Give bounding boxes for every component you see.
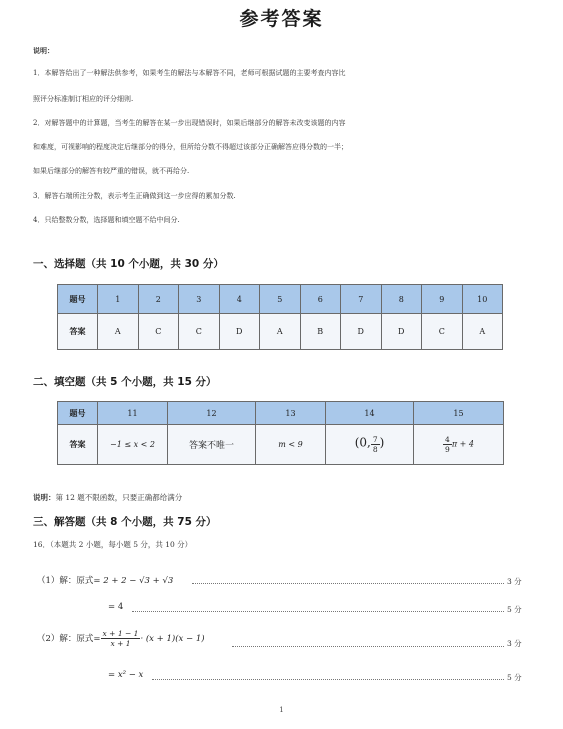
choice-answer-cell: D [341,314,382,350]
choice-number-cell: 5 [260,285,301,314]
fill-answer-label: 答案 [58,425,98,465]
q16-part2-tail: · (x + 1)(x − 1) [140,634,205,644]
fill-answer-12: 答案不唯一 [168,425,256,465]
fill-answer-14 [326,425,414,465]
q16-part2-result: = x² − x [108,670,144,680]
choice-number-cell: 6 [300,285,341,314]
q16-part2-fraction [101,629,141,648]
choice-answer-label: 答案 [58,314,98,350]
q16-part1-result-score: 5 分 [507,605,522,614]
q16-part2-prefix: （2）解：原式 [37,634,94,644]
note-q12-text: 第 12 题不限函数，只要正确都给满分 [55,493,183,502]
q16-part2-equals: = [93,634,101,644]
note-q12 [33,493,533,503]
notes-heading: 说明： [33,46,54,55]
fill-number-cell: 15 [414,402,504,425]
fill-answer-11: −1 ≤ x < 2 [98,425,168,465]
choice-number-cell: 10 [462,285,503,314]
q16-intro: 16．（本题共 2 小题，每小题 5 分，共 10 分） [33,540,193,549]
fraction-denominator: 9 [445,445,450,454]
note-line-7: 4．只给整数分数，选择题和填空题不给中间分. [33,216,180,224]
fill-number-cell: 12 [168,402,256,425]
choice-answer-cell: D [219,314,260,350]
q16-part1-line [37,574,173,586]
page-title: 参考答案 [239,8,324,30]
page-number: 1 [279,706,284,714]
choice-number-cell: 7 [341,285,382,314]
note-q12-label: 说明： [33,493,56,502]
fill-answer-14-fraction [371,435,380,454]
fill-answer-13: m < 9 [256,425,326,465]
fill-answer-14-prefix: (0, [354,435,371,450]
choice-answer-cell: B [300,314,341,350]
choice-answer-cell: D [381,314,422,350]
section-choice-heading: 一、选择题（共 10 个小题，共 30 分） [33,258,224,270]
choice-number-cell: 4 [219,285,260,314]
note-line-6: 3．解答右端所注分数，表示考生正确做到这一步应得的累加分数. [33,192,236,200]
fraction-numerator: 7 [372,435,378,444]
q16-part2-result-score: 5 分 [507,673,522,682]
fraction-denominator: 8 [372,445,378,454]
note-line-5: 如果后继部分的解答有较严重的错误，就不再给分. [33,167,190,175]
fraction-numerator: x + 1 − 1 [102,629,139,638]
choice-number-label: 题号 [58,285,98,314]
fill-answer-row [58,425,504,465]
fill-answer-15-suffix: π + 4 [451,439,474,449]
choice-answer-cell: A [98,314,139,350]
choice-answer-cell: C [138,314,179,350]
fill-answer-table [57,401,504,465]
q16-part2-line [37,629,205,648]
note-line-2: 照评分标准制订相应的评分细则. [33,95,134,103]
fraction-denominator: x + 1 [110,639,131,648]
fraction-numerator: 4 [445,435,450,444]
dot-leader [132,610,504,612]
choice-answer-cell: A [260,314,301,350]
fill-number-cell: 13 [256,402,326,425]
fill-number-row [58,402,504,425]
choice-answer-cell: C [422,314,463,350]
dot-leader [152,678,504,680]
choice-number-cell: 1 [98,285,139,314]
fill-answer-15-fraction [443,435,452,454]
dot-leader [192,582,504,584]
choice-answer-table [57,284,503,350]
choice-number-cell: 3 [179,285,220,314]
choice-answer-row [58,314,503,350]
note-line-1: 1．本解答给出了一种解法供参考，如果考生的解法与本解答不同，老师可根据试题的主要考查内容比 [33,69,346,77]
fill-number-cell: 11 [98,402,168,425]
q16-part1-prefix: （1）解：原式 [37,576,94,586]
choice-number-row [58,285,503,314]
fill-answer-14-suffix: ) [379,435,385,450]
section-solution-heading: 三、解答题（共 8 个小题，共 75 分） [33,516,217,528]
choice-number-cell: 9 [422,285,463,314]
q16-part1-result: = 4 [108,602,124,612]
section-fill-heading: 二、填空题（共 5 个小题，共 15 分） [33,376,217,388]
choice-number-cell: 8 [381,285,422,314]
note-line-3: 2．对解答题中的计算题，当考生的解答在某一步出现错误时，如果后继部分的解答未改变该题的内容 [33,119,346,127]
dot-leader [232,645,504,647]
fill-number-cell: 14 [326,402,414,425]
choice-answer-cell: A [462,314,503,350]
fill-number-label: 题号 [58,402,98,425]
fill-answer-15 [414,425,504,465]
choice-answer-cell: C [179,314,220,350]
note-line-4: 和难度，可视影响的程度决定后继部分的得分，但所给分数不得超过该部分正确解答应得分数的一半； [33,143,348,151]
q16-part1-score: 3 分 [507,577,522,586]
q16-part2-score: 3 分 [507,639,522,648]
q16-part1-expression: = 2 + 2 − √3 + √3 [93,576,174,586]
choice-number-cell: 2 [138,285,179,314]
